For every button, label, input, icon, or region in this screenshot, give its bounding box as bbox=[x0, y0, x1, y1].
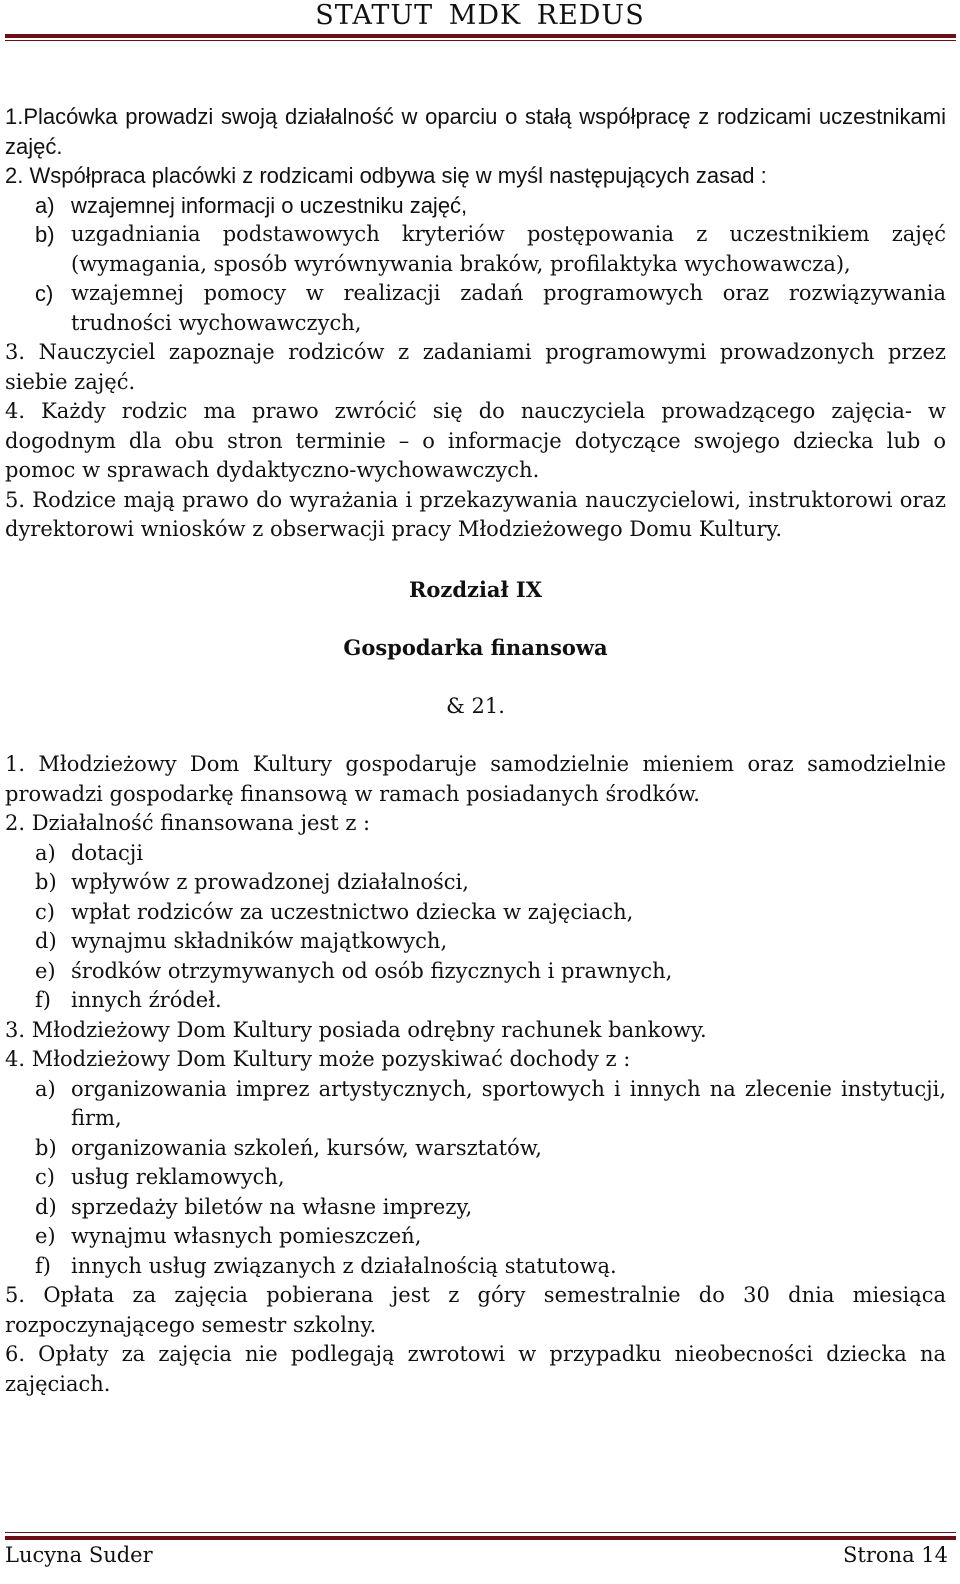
list-item-text: uzgadniania podstawowych kryteriów postępowania z uczestnikiem zajęć (wymagania, sposób wyrównywania braków, profilaktyka wychowawcza), bbox=[71, 222, 946, 276]
list-item-label: a) bbox=[35, 840, 56, 865]
finance-paragraph-5: 5. Opłata za zajęcia pobierana jest z góry semestralnie do 30 dnia miesiąca rozpoczynającego semestr szkolny. bbox=[5, 1283, 946, 1337]
page-footer bbox=[5, 1540, 948, 1570]
finance-paragraph-4: 4. Młodzieżowy Dom Kultury może pozyskiwać dochody z : bbox=[5, 1047, 631, 1071]
list-item-label: c) bbox=[35, 1165, 55, 1189]
list-item-label: a) bbox=[35, 192, 55, 218]
document-body bbox=[5, 102, 946, 1399]
list-item-text: wynajmu własnych pomieszczeń, bbox=[71, 1224, 422, 1248]
list-item-label: e) bbox=[35, 958, 56, 983]
list-item bbox=[5, 1193, 946, 1223]
list-item-text: środków otrzymywanych od osób fizycznych i prawnych, bbox=[71, 958, 673, 983]
list-item-label: b) bbox=[35, 222, 55, 247]
finance-paragraph-6: 6. Opłaty za zajęcia nie podlegają zwrotowi w przypadku nieobecności dziecka na zajęciach. bbox=[5, 1342, 946, 1396]
header-rule-thick bbox=[5, 34, 956, 38]
list-item bbox=[5, 957, 946, 987]
list-item-label: d) bbox=[35, 929, 57, 953]
list-item-text: usług reklamowych, bbox=[71, 1165, 285, 1189]
header-rule-thin bbox=[5, 40, 956, 41]
list-item-label: d) bbox=[35, 1194, 57, 1219]
finance-paragraph-2: 2. Działalność finansowana jest z : bbox=[5, 811, 371, 835]
finance-paragraph-1: 1. Młodzieżowy Dom Kultury gospodaruje samodzielnie mieniem oraz samodzielnie prowadzi gospodarkę finansową w ramach posiadanych środków. bbox=[5, 752, 946, 806]
list-item bbox=[5, 220, 946, 279]
list-item bbox=[5, 1163, 946, 1193]
list-item-text: organizowania szkoleń, kursów, warsztatów, bbox=[71, 1135, 542, 1160]
list-item-text: innych usług związanych z działalnością statutową. bbox=[71, 1253, 617, 1278]
list-item-label: a) bbox=[35, 1076, 56, 1101]
list-item-text: sprzedaży biletów na własne imprezy, bbox=[71, 1194, 473, 1219]
list-item bbox=[5, 898, 946, 928]
finance-paragraph-3: 3. Młodzieżowy Dom Kultury posiada odrębny rachunek bankowy. bbox=[5, 1017, 707, 1042]
footer-rule-thin bbox=[5, 1532, 956, 1533]
footer-page-number: Strona 14 bbox=[843, 1543, 948, 1567]
list-item bbox=[5, 1134, 946, 1164]
list-item bbox=[5, 839, 946, 869]
list-item-label: f) bbox=[35, 1253, 51, 1278]
paragraph-5: 5. Rodzice mają prawo do wyrażania i przekazywania nauczycielowi, instruktorowi oraz dyrektorowi wniosków z obserwacji pracy Młodzieżowego Domu Kultury. bbox=[5, 487, 946, 541]
list-item bbox=[5, 1222, 946, 1252]
paragraph-1: 1.Placówka prowadzi swoją działalność w oparciu o stałą współpracę z rodzicami uczestnikami zajęć. bbox=[5, 104, 946, 159]
list-item-text: wpłat rodziców za uczestnictwo dziecka w zajęciach, bbox=[71, 899, 634, 924]
list-item-text: wynajmu składników majątkowych, bbox=[71, 929, 448, 953]
list-item-text: innych źródeł. bbox=[71, 988, 222, 1012]
list-item-label: b) bbox=[35, 1135, 57, 1160]
list-item bbox=[5, 1075, 946, 1134]
list-item-label: b) bbox=[35, 870, 57, 894]
list-item bbox=[5, 1252, 946, 1282]
list-item-text: organizowania imprez artystycznych, sportowych i innych na zlecenie instytucji, firm, bbox=[71, 1076, 946, 1130]
list-item-text: wzajemnej pomocy w realizacji zadań programowych oraz rozwiązywania trudności wychowawczych, bbox=[71, 281, 946, 335]
footer-author: Lucyna Suder bbox=[5, 1543, 153, 1567]
section-number: & 21. bbox=[446, 693, 505, 718]
chapter-title: Gospodarka finansowa bbox=[343, 635, 608, 660]
list-item bbox=[5, 986, 946, 1016]
list-item-label: c) bbox=[35, 899, 55, 924]
list-item bbox=[5, 279, 946, 338]
list-item bbox=[5, 927, 946, 957]
list-item-text: wzajemnej informacji o uczestniku zajęć, bbox=[71, 192, 468, 218]
paragraph-4: 4. Każdy rodzic ma prawo zwrócić się do nauczyciela prowadzącego zajęcia- w dogodnym dla obu stron terminie – o informacje dotyczące swojego dziecka lub o pomoc w sprawach dydaktyczno-wychowawczych. bbox=[5, 399, 946, 482]
list-item-text: wpływów z prowadzonej działalności, bbox=[71, 870, 469, 894]
list-item bbox=[5, 191, 946, 221]
chapter-number: Rozdział IX bbox=[408, 576, 543, 602]
list-item-label: f) bbox=[35, 988, 51, 1012]
list-item-text: dotacji bbox=[71, 840, 144, 865]
list-item-label: c) bbox=[35, 281, 54, 306]
list-item bbox=[5, 868, 946, 898]
list-item-label: e) bbox=[35, 1224, 56, 1248]
paragraph-3: 3. Nauczyciel zapoznaje rodziców z zadaniami programowymi prowadzonych przez siebie zajęć. bbox=[5, 340, 946, 394]
paragraph-2: 2. Współpraca placówki z rodzicami odbywa się w myśl następujących zasad : bbox=[5, 163, 767, 188]
page-header-title: STATUT MDK REDUS bbox=[315, 0, 645, 31]
